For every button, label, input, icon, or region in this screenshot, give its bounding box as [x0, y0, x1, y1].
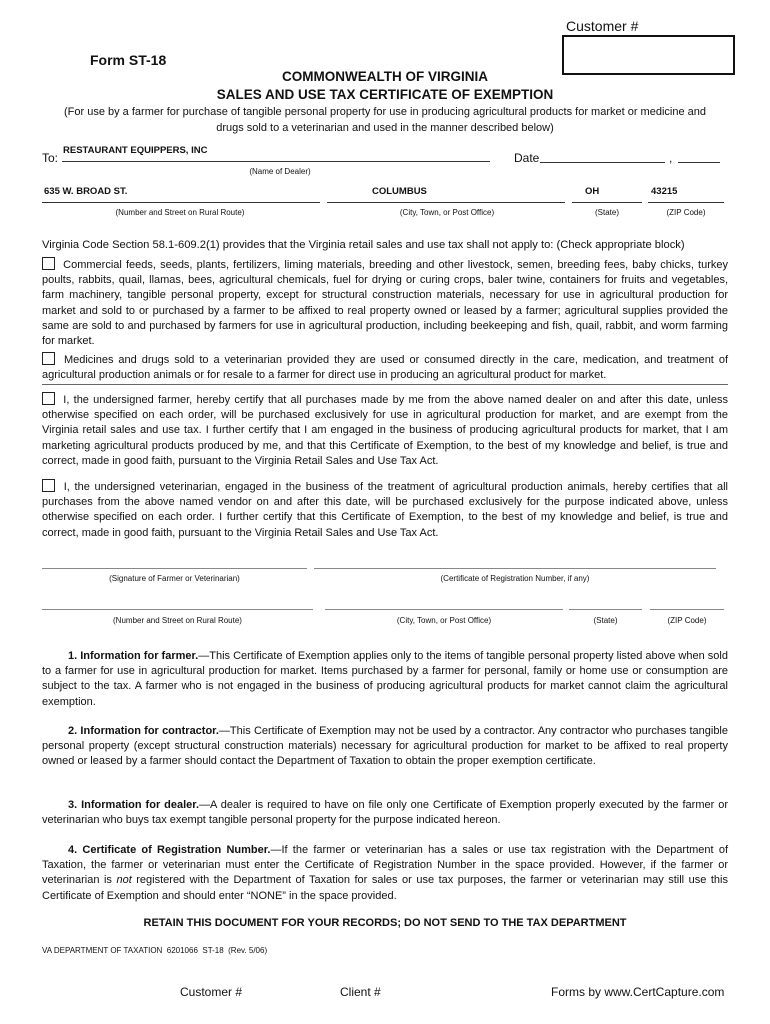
signer-city-line[interactable] — [325, 609, 563, 610]
dealer-street-line — [42, 202, 320, 203]
footer-client-number: Client # — [340, 985, 381, 999]
info-registration-text-a: —If the farmer or veterinarian has a sales or use tax registration with the Department of Taxation, the farmer or veterinarian must enter the Certificate of Registration Number in the space provided. However, if the farmer or veterinarian is — [42, 844, 729, 887]
usage-note-line1: (For use by a farmer for purchase of tangible personal property for use in producing agricultural products for market or medicine and — [64, 106, 706, 118]
date-line-year[interactable] — [678, 162, 720, 163]
info-dealer-text: —A dealer is required to have on file only one Certificate of Exemption properly executed by the farmer or veterinarian who buys tax exempt tangible personal property for the purpose indicated hereon. — [42, 799, 729, 827]
date-comma: , — [669, 151, 673, 165]
option-medicines-text: Medicines and drugs sold to a veterinarian provided they are used or consumed directly in the care, medication, and treatment of agricultural production animals or for resale to a farmer for direct use in producing an agricultural product for market. — [42, 354, 728, 382]
footer-forms-by[interactable]: Forms by www.CertCapture.com — [551, 985, 725, 999]
form-number: Form ST-18 — [90, 52, 167, 68]
registration-number-line[interactable] — [314, 568, 716, 569]
signer-zip-caption: (ZIP Code) — [667, 616, 707, 625]
dealer-state-line — [572, 202, 642, 203]
info-dealer-heading: 3. Information for dealer. — [68, 799, 200, 811]
signature-caption: (Signature of Farmer or Veterinarian) — [109, 574, 240, 583]
checkbox-medicines[interactable] — [42, 352, 55, 365]
info-farmer-heading: 1. Information for farmer. — [68, 650, 199, 662]
dealer-state-value[interactable]: OH — [585, 186, 600, 197]
dealer-street-caption: (Number and Street on Rural Route) — [115, 208, 245, 217]
signer-street-caption: (Number and Street on Rural Route) — [113, 616, 242, 625]
info-dealer — [42, 798, 728, 828]
code-intro: Virginia Code Section 58.1-609.2(1) provides that the Virginia retail sales and use tax shall not apply to: (Check appropriate block) — [42, 239, 685, 251]
dealer-name-value[interactable]: RESTAURANT EQUIPPERS, INC — [63, 145, 208, 156]
footer-customer-number: Customer # — [180, 985, 243, 999]
signature-line[interactable] — [42, 568, 307, 569]
dealer-zip-caption: (ZIP Code) — [666, 208, 706, 217]
to-label: To: — [42, 151, 59, 165]
option-veterinarian-certify — [42, 479, 728, 541]
info-farmer — [42, 649, 728, 710]
customer-number-label: Customer # — [566, 18, 639, 34]
checkbox-veterinarian-certify[interactable] — [42, 479, 55, 492]
department-line: VA DEPARTMENT OF TAXATION 6201066 ST-18 (Rev. 5/06) — [42, 946, 268, 955]
info-contractor — [42, 724, 728, 770]
dealer-zip-value[interactable]: 43215 — [651, 186, 678, 197]
info-registration-text-b: registered with the Department of Taxation for sales or use tax purposes, the farmer or veterinarian may still use this Certificate of Exemption and should enter “NONE” in the space provided. — [42, 874, 728, 902]
checkbox-commercial-feeds[interactable] — [42, 257, 55, 270]
dealer-street-value[interactable]: 635 W. BROAD ST. — [44, 186, 128, 197]
dealer-state-caption: (State) — [594, 208, 619, 217]
dealer-name-caption: (Name of Dealer) — [249, 167, 311, 176]
divider — [42, 384, 728, 385]
signer-city-caption: (City, Town, or Post Office) — [396, 616, 492, 625]
dealer-city-line — [327, 202, 565, 203]
dealer-name-line — [62, 161, 490, 162]
option-medicines — [42, 352, 728, 383]
checkbox-farmer-certify[interactable] — [42, 392, 55, 405]
date-label: Date — [514, 151, 540, 165]
signer-state-line[interactable] — [569, 609, 642, 610]
option-farmer-certify-text: I, the undersigned farmer, hereby certify that all purchases made by me from the above named dealer on and after this date, unless otherwise specified on each order, will be purchased exclusively for use in agricultural production for market, and are exempt from the Virginia retail sales and use tax. I further certify that I am engaged in the business of producing agricultural products for market, that I am marketing agricultural products produced by me, and that this Certificate of Exemption, to the best of my knowledge and belief, is true and correct, made in good faith, pursuant to the Virginia Retail Sales and Use Tax Act. — [42, 394, 728, 467]
date-line-month-day[interactable] — [540, 162, 665, 163]
option-commercial-feeds — [42, 257, 728, 349]
page-subtitle: SALES AND USE TAX CERTIFICATE OF EXEMPTION — [216, 87, 554, 102]
signer-state-caption: (State) — [593, 616, 618, 625]
retain-notice: RETAIN THIS DOCUMENT FOR YOUR RECORDS; DO NOT SEND TO THE TAX DEPARTMENT — [143, 917, 627, 929]
usage-note-line2: drugs sold to a veterinarian and used in the manner described below) — [216, 122, 554, 134]
registration-number-caption: (Certificate of Registration Number, if any) — [440, 574, 590, 583]
option-veterinarian-certify-text: I, the undersigned veterinarian, engaged in the business of the treatment of agricultural production animals, hereby certifies that all purchases from the above named vendor on and after this date, will be purchased exclusively for the purpose indicated above, unless otherwise specified on each order. I further certify that this Certificate of Exemption, to the best of my knowledge and belief, is true and correct, made in good faith, pursuant to the Virginia Retail Sales and Use Tax Act. — [42, 481, 728, 539]
signer-zip-line[interactable] — [650, 609, 724, 610]
dealer-zip-line — [648, 202, 724, 203]
info-contractor-heading: 2. Information for contractor. — [68, 725, 219, 737]
page-title: COMMONWEALTH OF VIRGINIA — [282, 69, 488, 84]
info-farmer-text: —This Certificate of Exemption applies only to the items of tangible personal property listed above when sold to a farmer for use in agricultural production for market. Items purchased by a farmer for personal, family or home use or consumption are subject to the tax. A farmer who is not engaged in the business of producing agricultural products for market cannot claim the agricultural exemption. — [42, 650, 728, 708]
info-registration-not: not — [116, 874, 132, 887]
dealer-city-value[interactable]: COLUMBUS — [372, 186, 427, 197]
dealer-city-caption: (City, Town, or Post Office) — [399, 208, 495, 217]
info-contractor-text: —This Certificate of Exemption may not be used by a contractor. Any contractor who purchases tangible personal property (except structural construction materials) necessary for agricultural production for market to be affixed to real property owned or leased by a farmer should contact the Department of Taxation to obtain the proper exemption certificate. — [42, 725, 728, 768]
option-commercial-feeds-text: Commercial feeds, seeds, plants, fertilizers, liming materials, breeding and other livestock, semen, breeding fees, baby chicks, turkey poults, rabbits, quail, llamas, bees, agricultural chemicals, fuel for drying or curing crops, baler twine, containers for fruits and vegetables, farm machinery, tangible personal property, except for structural construction materials, necessary for use in agricultural production for market and sold to or purchased by a farmer to be affixed to real property owned or leased by a farmer; agricultural supplies provided the same are sold to and purchased by farmers for use in agricultural production, including beekeeping and fish, quail, rabbit, and worm farming for market. — [42, 259, 728, 348]
signer-street-line[interactable] — [42, 609, 313, 610]
info-registration — [42, 843, 728, 904]
option-farmer-certify — [42, 392, 728, 469]
info-registration-heading: 4. Certificate of Registration Number. — [68, 844, 271, 856]
